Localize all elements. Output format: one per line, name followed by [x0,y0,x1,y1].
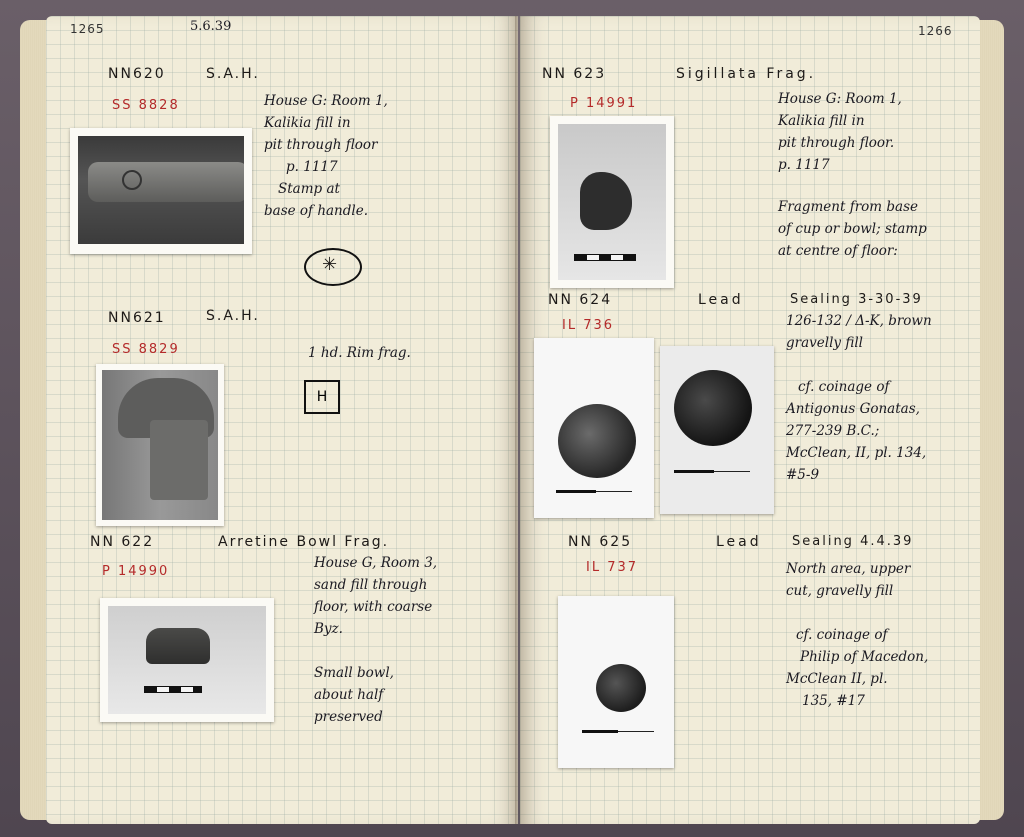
entry-label: Sigillata Frag. [676,66,817,82]
photo-handle-fragment [96,364,224,526]
entry-title: Sealing 3-30-39 [790,292,923,307]
page-edges-left [20,20,48,820]
entry-notes: North area, upper cut, gravelly fill cf. coinage of Philip of Macedon, McClean II, pl. 135, #17 [786,561,929,709]
entry-notes: 126-132 / Δ-K, brown gravelly fill cf. coinage of Antigonus Gonatas, 277-239 B.C.; McClean, II, pl. 134, #5-9 [786,313,932,483]
entry-label: S.A.H. [206,308,260,324]
left-page [46,16,518,824]
stamp-sketch: ✳ [304,248,362,286]
catalog-number: IL 736 [562,318,615,333]
page-edges-right [978,20,1004,820]
catalog-number: SS 8829 [112,342,180,357]
catalog-number: SS 8828 [112,98,180,113]
entry-type: Lead [716,534,762,550]
entry-notes: 1 hd. Rim frag. [308,345,411,361]
right-page [520,16,980,824]
entry-label: Arretine Bowl Frag. [218,534,390,550]
stamp-sketch: H [304,380,340,414]
photo-lead-sealing-reverse [660,346,774,514]
photo-amphora-handle [70,128,252,254]
photo-bowl-fragment [100,598,274,722]
open-notebook [12,10,1014,828]
entry-title: Sealing 4.4.39 [792,534,914,549]
page-date: 5.6.39 [190,19,232,34]
catalog-number: P 14990 [102,564,170,579]
entry-id: NN 625 [568,534,633,550]
entry-id: NN 623 [542,66,607,82]
catalog-number: IL 737 [586,560,639,575]
photo-lead-sealing-obverse [534,338,654,518]
entry-label: S.A.H. [206,66,260,82]
entry-type: Lead [698,292,744,308]
entry-id: NN 622 [90,534,155,550]
page-number: 1266 [918,24,953,38]
page-number: 1265 [70,22,105,36]
entry-notes: House G: Room 1, Kalikia fill in pit through floor p. 1117 Stamp at base of handle. [264,93,388,219]
entry-id: NN 624 [548,292,613,308]
entry-id: NN620 [108,66,166,82]
entry-notes: House G: Room 1, Kalikia fill in pit through floor. p. 1117 Fragment from base of cup or bowl; stamp at centre of floor: [778,91,927,259]
entry-id: NN621 [108,310,166,326]
photo-lead-sealing [558,596,674,768]
entry-notes: House G, Room 3, sand fill through floor, with coarse Byz. Small bowl, about half preserved [314,555,438,725]
photo-sigillata-fragment [550,116,674,288]
catalog-number: P 14991 [570,96,638,111]
